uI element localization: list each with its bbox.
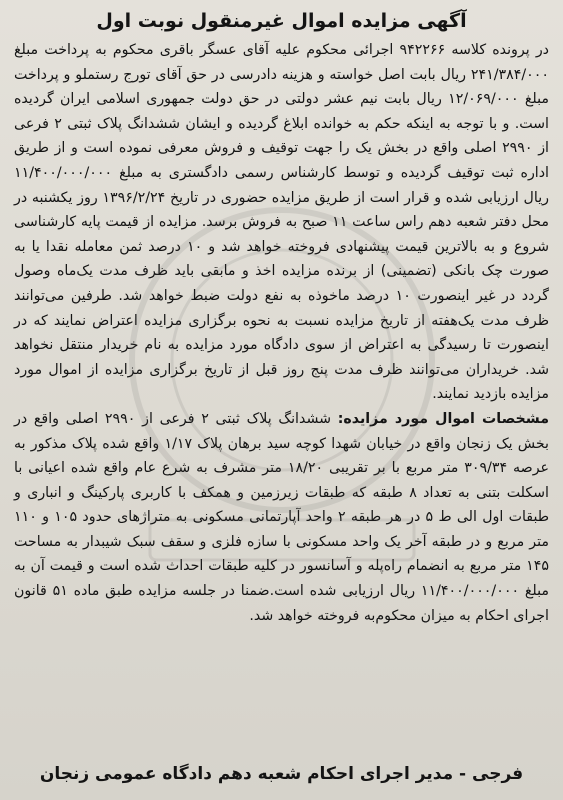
specs-paragraph [14, 407, 549, 628]
notice-paragraph: در پرونده کلاسه ۹۴۲۲۶۶ اجرائی محکوم علیه آقای عسگر باقری محکوم به پرداخت مبلغ ۲۴۱/۳۸۴/۰۰۰ ریال بابت اصل خواسته و هزینه دادرسی در حق آقای تورج رستملو و پرداخت مبلغ ۱۲/۰۶۹/۰۰۰ ریال بابت نیم عشر دولتی در حق دولت جمهوری اسلامی ایران گردیده است. و با توجه به اینکه حکم به خوانده ابلاغ گردیده و ایشان ششدانگ پلاک ثبتی ۲ فرعی از ۲۹۹۰ اصلی واقع در بخش یک را جهت توقیف و فروش معرفی نموده است و از طریق اداره ثبت توقیف گردیده و توسط کارشناس رسمی دادگستری به مبلغ ۱۱/۴۰۰/۰۰۰/۰۰۰ ریال ارزیابی شده و قرار است از طریق مزایده حضوری در تاریخ ۱۳۹۶/۲/۲۴ روز یکشنبه در محل دفتر شعبه دهم راس ساعت ۱۱ صبح به فروش برسد. مزایده از قیمت پایه کارشناسی شروع و به بالاترین قیمت پیشنهادی فروخته خواهد شد و ۱۰ درصد ثمن معامله نقدا یا به صورت چک بانکی (تضمینی) از برنده مزایده اخذ و مابقی باید ظرف مدت یک‌ماه وصول گردد در غیر اینصورت ۱۰ درصد ماخوذه به نفع دولت ضبط خواهد شد. طرفین می‌توانند ظرف مدت یک‌هفته از تاریخ مزایده نسبت به نحوه برگزاری مزایده اعتراض نمایند که در اینصورت تا رسیدگی به اعتراض از سوی دادگاه مورد مزایده به نام خریدار منتقل نخواهد شد. خریداران می‌توانند ظرف مدت پنج روز قبل از تاریخ برگزاری مزایده از اموال مورد مزایده بازدید نمایند. [14, 42, 550, 403]
specs-text: ششدانگ پلاک ثبتی ۲ فرعی از ۲۹۹۰ اصلی واقع در بخش یک زنجان واقع در خیابان شهدا کوچه سید برهان پلاک ۱/۱۷ واقع شده پلاک مذکور به عرصه ۳۰۹/۳۴ متر مربع با بر تقریبی ۱۸/۲۰ متر مشرف به شرع عام واقع شده اعیانی با اسکلت بتنی به تعداد ۸ طبقه که طبقات زیرزمین و همکف با کاربری پارکینگ و انباری و طبقات اول الی ط ۵ در هر طبقه ۲ واحد آپارتمانی مسکونی به متراژهای حدود ۱۰۵ و ۱۱۰ متر مربع و در طبقه آخر یک واحد مسکونی با سازه فلزی و سقف سبک شیبدار به مساحت ۱۴۵ متر مربع به انضمام راه‌پله و آسانسور در کلیه طبقات احداث شده است و قیمت آن به مبلغ ۱۱/۴۰۰/۰۰۰/۰۰۰ ریال ارزیابی شده است.ضمنا در جلسه مزایده طبق ماده ۵۱ قانون اجرای احکام به میزان محکوم‌به فروخته خواهد شد. [14, 410, 550, 624]
notice-body [14, 38, 549, 628]
signature-line: فرجی - مدیر اجرای احکام شعبه دهم دادگاه عمومی زنجان [39, 764, 524, 784]
notice-title: آگهی مزایده اموال غیرمنقول نوبت اول [96, 10, 467, 32]
specs-heading: مشخصات اموال مورد مزایده: [337, 410, 549, 427]
